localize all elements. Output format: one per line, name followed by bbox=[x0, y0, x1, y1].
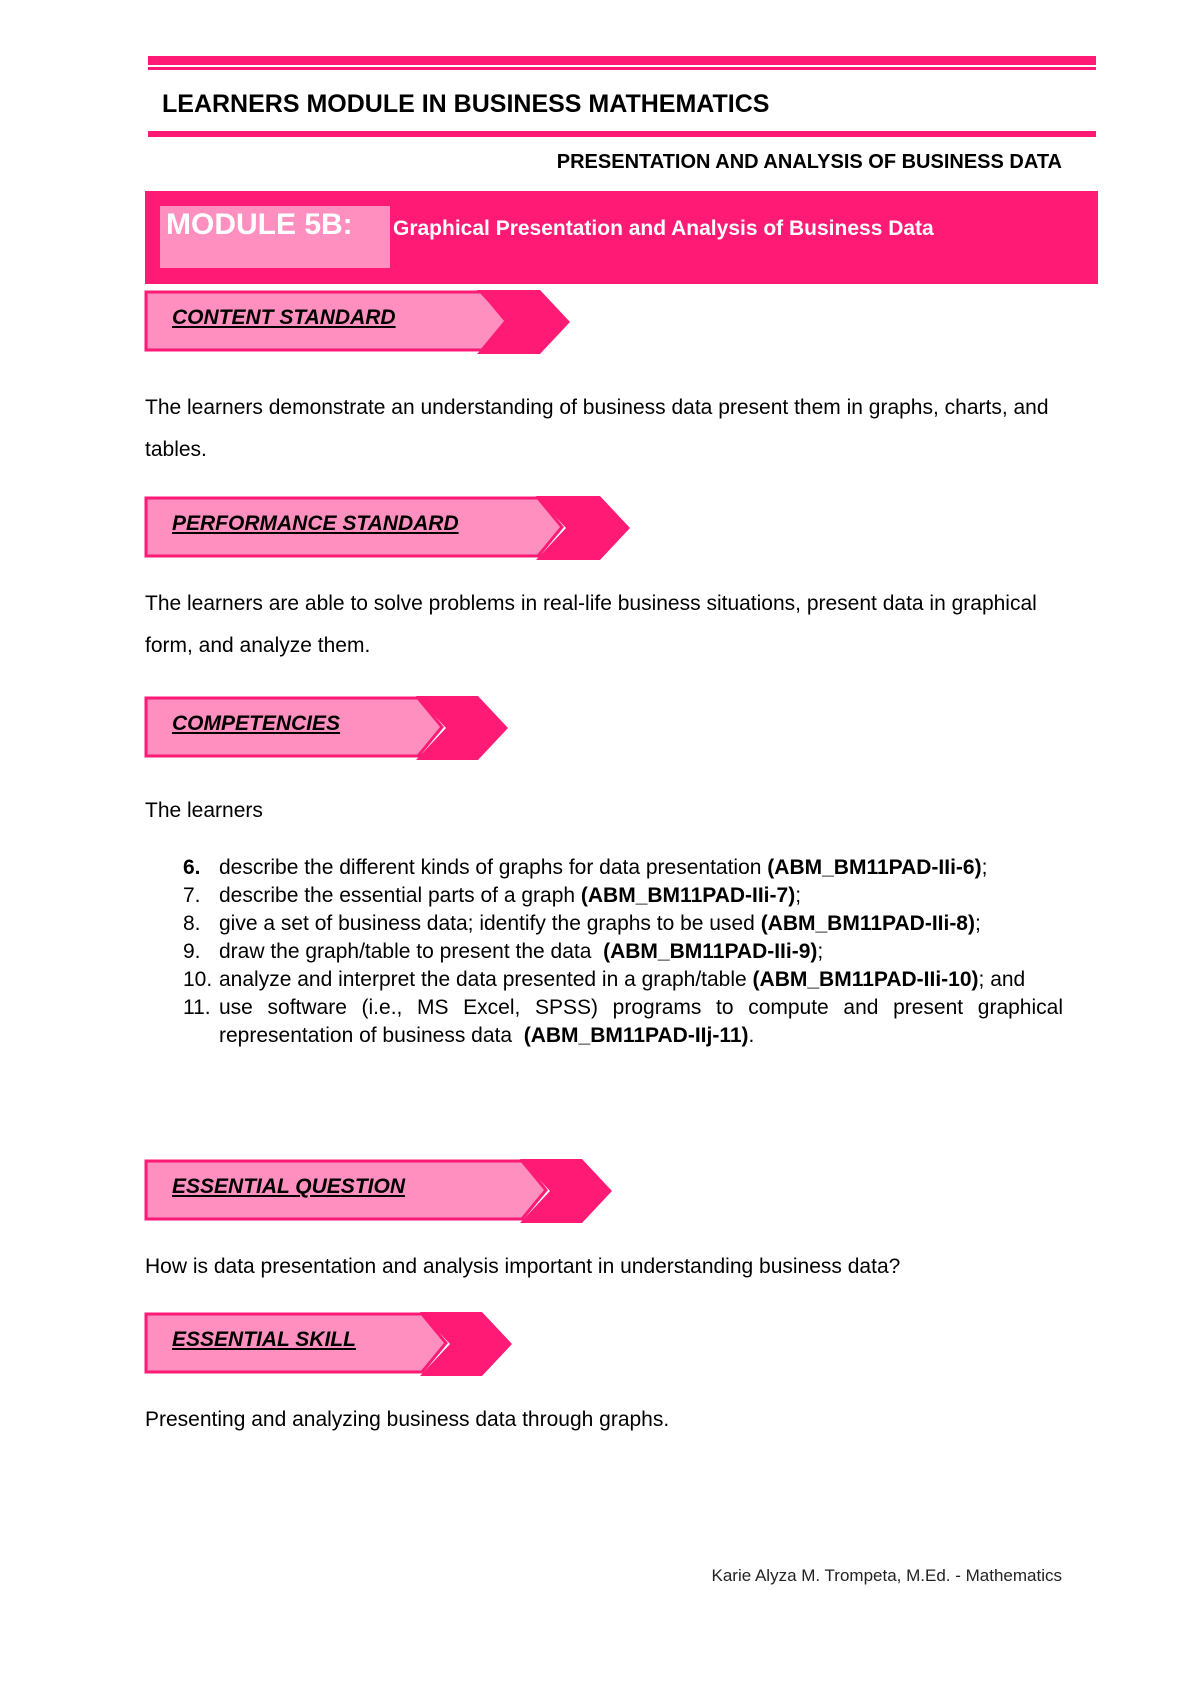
list-item bbox=[145, 882, 1063, 910]
essential-question-text: How is data presentation and analysis important in understanding business data? bbox=[145, 1255, 901, 1278]
list-item-number: 7. bbox=[183, 884, 201, 907]
list-item-text: analyze and interpret the data presented in a graph/table bbox=[219, 968, 753, 991]
header-top-line-thin bbox=[148, 67, 1096, 70]
list-item-text: describe the essential parts of a graph bbox=[219, 884, 581, 907]
competencies-list bbox=[145, 854, 1069, 1050]
essential-skill-heading: ESSENTIAL SKILL bbox=[172, 1328, 356, 1351]
list-item-suffix: . bbox=[748, 1024, 755, 1047]
list-item-code: (ABM_BM11PAD-IIi-9) bbox=[603, 940, 818, 963]
performance-standard-heading: PERFORMANCE STANDARD bbox=[172, 512, 459, 535]
list-item-suffix: ; bbox=[817, 940, 824, 963]
competencies-heading: COMPETENCIES bbox=[172, 712, 341, 735]
content-standard-text: The learners demonstrate an understanding of business data present them in graphs, charts, and tables. bbox=[145, 396, 1049, 461]
list-item bbox=[145, 910, 1063, 938]
list-item bbox=[145, 966, 1063, 994]
content-standard-banner bbox=[144, 290, 574, 354]
page-subtitle: PRESENTATION AND ANALYSIS OF BUSINESS DATA bbox=[556, 151, 1062, 173]
list-item bbox=[145, 938, 1063, 966]
essential-question-heading: ESSENTIAL QUESTION bbox=[172, 1175, 405, 1198]
list-item-number: 11. bbox=[183, 996, 211, 1019]
list-item-text: give a set of business data; identify the graphs to be used bbox=[219, 912, 761, 935]
list-item-code: (ABM_BM11PAD-IIj-11) bbox=[523, 1024, 749, 1047]
list-item-code: (ABM_BM11PAD-IIi-7) bbox=[580, 884, 796, 907]
list-item-suffix: ; bbox=[981, 856, 988, 879]
performance-standard-banner bbox=[144, 496, 634, 560]
list-item-code: (ABM_BM11PAD-IIi-10) bbox=[752, 968, 979, 991]
list-item-text: describe the different kinds of graphs for data presentation bbox=[219, 856, 768, 879]
list-item-number: 6. bbox=[183, 856, 201, 879]
list-item-suffix: ; and bbox=[978, 968, 1026, 991]
list-item-text: use software (i.e., MS Excel, SPSS) programs to compute and present graphical representation of business data bbox=[219, 996, 1069, 1047]
module-description: Graphical Presentation and Analysis of Business Data bbox=[393, 217, 934, 240]
list-item-number: 9. bbox=[183, 940, 201, 963]
list-item-code: (ABM_BM11PAD-IIi-8) bbox=[760, 912, 975, 935]
footer-author: Karie Alyza M. Trompeta, M.Ed. - Mathematics bbox=[711, 1566, 1062, 1585]
list-item-number: 8. bbox=[183, 912, 201, 935]
competencies-banner bbox=[144, 696, 514, 760]
header-top-line bbox=[148, 56, 1096, 65]
module-label: MODULE 5B: bbox=[166, 208, 353, 241]
list-item bbox=[145, 994, 1069, 1050]
list-item-text: draw the graph/table to present the data bbox=[219, 940, 604, 963]
header-bottom-line bbox=[148, 131, 1096, 137]
page-title: LEARNERS MODULE IN BUSINESS MATHEMATICS bbox=[162, 90, 770, 118]
list-item-suffix: ; bbox=[974, 912, 981, 935]
performance-standard-text: The learners are able to solve problems in real-life business situations, present data in graphical form, and analyze them. bbox=[145, 592, 1037, 657]
list-item bbox=[145, 854, 1063, 882]
content-standard-heading: CONTENT STANDARD bbox=[172, 306, 396, 329]
list-item-number: 10. bbox=[183, 968, 213, 991]
list-item-code: (ABM_BM11PAD-IIi-6) bbox=[767, 856, 982, 879]
essential-skill-text: Presenting and analyzing business data through graphs. bbox=[145, 1408, 670, 1431]
essential-skill-banner bbox=[144, 1312, 514, 1376]
competencies-intro: The learners bbox=[145, 799, 263, 822]
essential-question-banner bbox=[144, 1159, 619, 1223]
list-item-suffix: ; bbox=[795, 884, 802, 907]
